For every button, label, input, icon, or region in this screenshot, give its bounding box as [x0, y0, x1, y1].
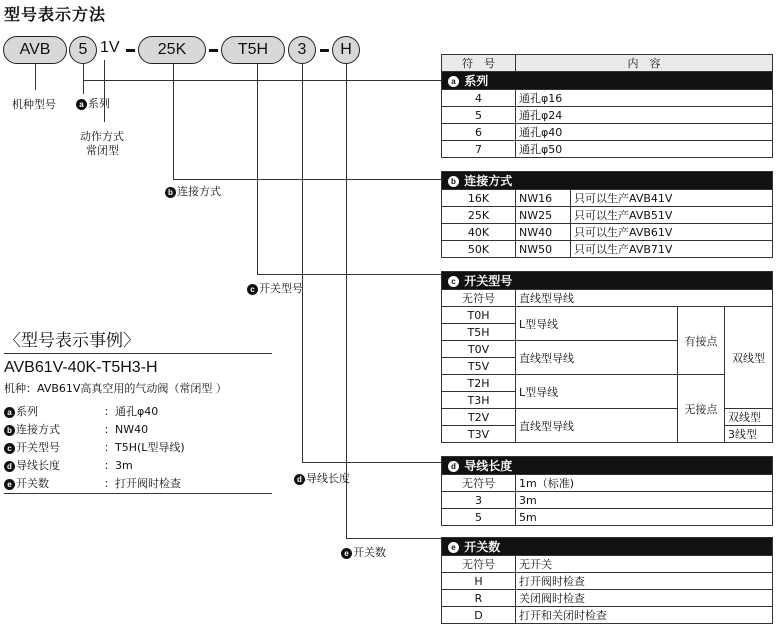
dash: [320, 49, 329, 52]
section-title: 开关型号: [464, 274, 513, 288]
marker-b-icon: b: [4, 425, 15, 436]
table-row: 25K NW25 只可以生产AVB51V: [442, 207, 773, 224]
marker-d-icon: d: [294, 474, 305, 485]
connector-line: [302, 462, 441, 463]
connector-line: [35, 64, 36, 90]
example-title: 〈型号表示事例〉: [4, 331, 140, 351]
label-model-name: 机种型号: [12, 98, 56, 111]
table-row: 无符号 直线型导线: [442, 290, 773, 307]
table-row: 5 通孔φ24: [442, 107, 773, 124]
table-row: D 打开和关闭时检查: [442, 607, 773, 624]
connector-line: [302, 64, 303, 462]
table-row: T0H L型导线 有接点 双线型: [442, 307, 773, 324]
table-row: H 打开阀时检查: [442, 573, 773, 590]
section-lead-length: [442, 457, 773, 475]
label-switch-model: c 开关型号: [247, 280, 303, 296]
table-row: 7 通孔φ50: [442, 141, 773, 158]
model-part-connection: 25K: [138, 36, 206, 64]
example-model: AVB61V-40K-T5H3-H: [4, 359, 158, 376]
connector-line: [104, 60, 105, 122]
marker-d-icon: d: [448, 461, 459, 472]
model-part-count: H: [332, 36, 360, 64]
table-row: 3 3m: [442, 492, 773, 509]
marker-a-icon: a: [76, 99, 87, 110]
section-switch-count: [442, 538, 773, 556]
table-row: 50K NW50 只可以生产AVB71V: [442, 241, 773, 258]
table-row: T2V 直线型导线 双线型: [442, 409, 773, 426]
section-title: 开关数: [464, 540, 501, 554]
table-row: 无符号 1m（标准): [442, 475, 773, 492]
header-symbol: 符 号: [442, 55, 516, 72]
label-switch-count: e 开关数: [341, 544, 386, 560]
marker-c-icon: c: [247, 284, 258, 295]
model-part-action: 1V: [100, 39, 120, 56]
table-row: 40K NW40 只可以生产AVB61V: [442, 224, 773, 241]
dash: [126, 49, 135, 52]
marker-c-icon: c: [4, 443, 15, 454]
section-title: 系列: [464, 74, 489, 88]
marker-e-icon: e: [448, 542, 459, 553]
table-row: 4 通孔φ16: [442, 90, 773, 107]
marker-a-icon: a: [4, 407, 15, 418]
table-row: 6 通孔φ40: [442, 124, 773, 141]
label-action-type: 动作方式: [80, 130, 124, 143]
dash: [209, 49, 218, 52]
table-row: T5H: [442, 324, 773, 341]
divider: [4, 493, 272, 494]
model-part-size: 5: [69, 36, 97, 64]
table-row: R 关闭阀时检查: [442, 590, 773, 607]
model-part-switch: T5H: [221, 36, 285, 64]
example-machine: 机种：AVB61V高真空用的气动阀（常闭型 ）: [4, 382, 227, 395]
marker-b-icon: b: [165, 187, 176, 198]
connector-line: [173, 64, 174, 179]
connector-line: [83, 64, 84, 94]
table-row: T5V: [442, 358, 773, 375]
section-title: 连接方式: [464, 174, 513, 188]
table-header: [442, 55, 773, 72]
example-row-lead: d 导线长度: [4, 457, 60, 473]
section-series: [442, 72, 773, 90]
table-row: T2H L型导线 无接点: [442, 375, 773, 392]
connector-line: [257, 64, 258, 274]
label-connection: b 连接方式: [165, 183, 221, 199]
connector-line: [173, 179, 441, 180]
connector-line: [257, 274, 441, 275]
table-row: 16K NW16 只可以生产AVB41V: [442, 190, 773, 207]
model-part-avb: AVB: [3, 36, 67, 64]
label-series: a 系列: [76, 95, 110, 111]
example-value-switch: ：T5H(L型导线): [104, 441, 185, 454]
example-value-count: ：打开阀时检查: [104, 477, 181, 490]
example-row-connection: b 连接方式: [4, 421, 60, 437]
table-row: T0V 直线型导线: [442, 341, 773, 358]
marker-d-icon: d: [4, 461, 15, 472]
example-value-connection: ：NW40: [104, 423, 149, 436]
table-row: 无符号 无开关: [442, 556, 773, 573]
example-value-series: ：通孔φ40: [104, 405, 159, 418]
example-row-series: a 系列: [4, 403, 38, 419]
divider: [4, 353, 272, 354]
model-part-lead: 3: [288, 36, 316, 64]
table-row: T3V 3线型: [442, 426, 773, 443]
example-row-switch: c 开关型号: [4, 439, 60, 455]
marker-b-icon: b: [448, 176, 459, 187]
header-content: 内 容: [516, 55, 773, 72]
table-row: 5 5m: [442, 509, 773, 526]
marker-e-icon: e: [4, 479, 15, 490]
spec-table: [441, 54, 773, 624]
label-normally-closed: 常闭型: [86, 144, 119, 157]
marker-e-icon: e: [341, 548, 352, 559]
section-connection: [442, 172, 773, 190]
page-title: 型号表示方法: [4, 5, 107, 24]
label-lead-length: d 导线长度: [294, 470, 350, 486]
marker-a-icon: a: [448, 76, 459, 87]
connector-line: [346, 64, 347, 538]
section-switch: [442, 272, 773, 290]
connector-line: [346, 538, 441, 539]
example-row-count: e 开关数: [4, 475, 49, 491]
section-title: 导线长度: [464, 459, 513, 473]
example-value-lead: ：3m: [104, 459, 133, 472]
table-row: T3H: [442, 392, 773, 409]
connector-line: [83, 80, 441, 81]
marker-c-icon: c: [448, 276, 459, 287]
